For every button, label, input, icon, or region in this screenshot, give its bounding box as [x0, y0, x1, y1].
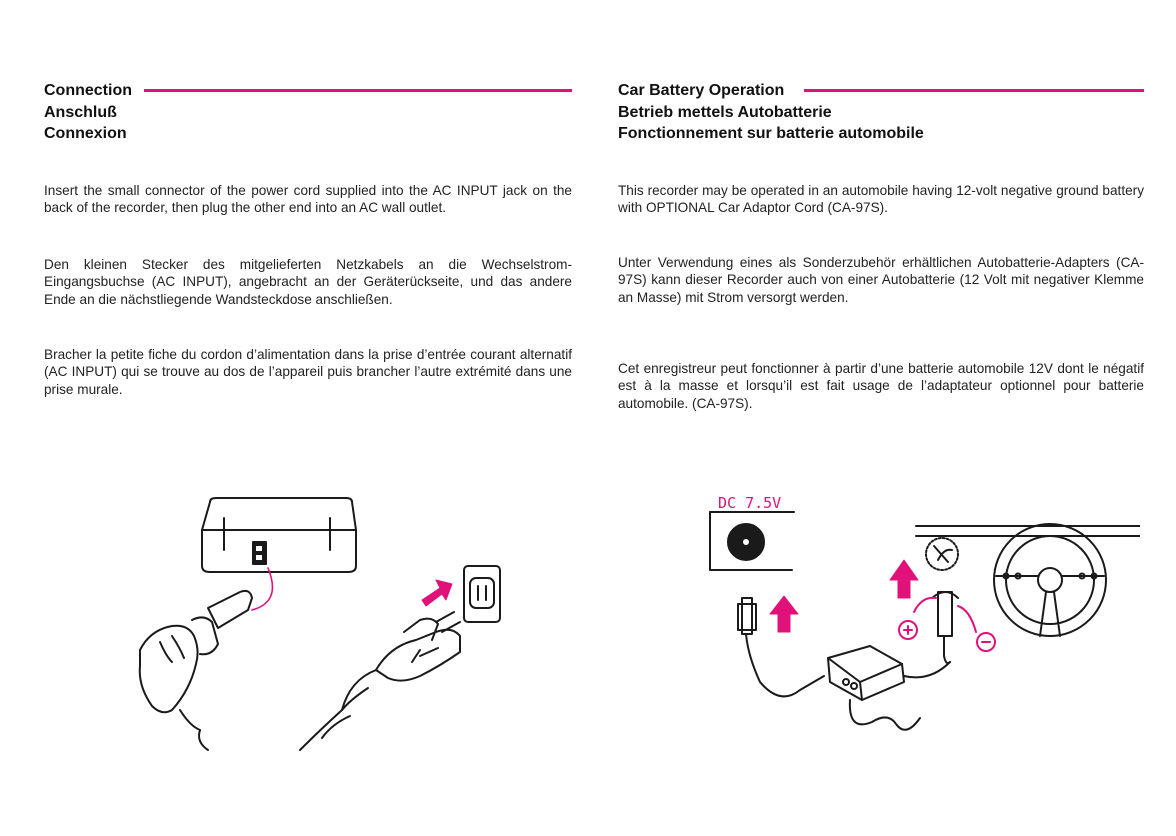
car-adaptor-illustration [700, 486, 1140, 756]
heading-de: Anschluß [44, 103, 117, 121]
hand-with-plug-icon [300, 612, 460, 750]
paragraph-fr: Bracher la petite fiche du cordon d’alimentation dans la prise d’entrée courant alternatif (AC INPUT) qui se trouve au dos de l’appareil puis brancher l’autre extrémité dans une prise murale. [44, 347, 572, 397]
heading-fr: Connexion [44, 125, 127, 142]
adaptor-box-icon [828, 646, 950, 730]
ac-connection-illustration [120, 480, 540, 760]
paragraph-de: Den kleinen Stecker des mitgelieferten Netzkabels an die Wechselstrom-Eingangsbuchse (AC INPUT), angebracht an der Geräterückseite, und das andere Ende an die nächstliegende Wandsteckdose anschließen. [44, 257, 572, 307]
cigarette-plug-icon [899, 592, 995, 663]
connection-heading-block [44, 80, 572, 145]
paragraph-en: Insert the small connector of the power cord supplied into the AC INPUT jack on the back of the recorder, then plug the other end into an AC wall outlet. [44, 183, 572, 216]
steering-wheel-icon [916, 524, 1140, 636]
hand-with-connector-icon [140, 591, 252, 750]
paragraph-de: Unter Verwendung eines als Sonderzubehör erhältlichen Autobatterie-Adapters (CA-97S) kann dieser Recorder auch von einer Autobatterie (12 Volt mit negativer Klemme an Masse) mit Strom versorgt werden. [618, 255, 1144, 305]
heading-fr: Fonctionnement sur batterie automobile [618, 125, 924, 142]
heading-en: Car Battery Operation [618, 82, 785, 99]
wall-outlet-icon [464, 566, 500, 622]
heading-de: Betrieb mettels Autobatterie [618, 103, 832, 121]
paragraph-en: This recorder may be operated in an automobile having 12-volt negative ground battery with OPTIONAL Car Adaptor Cord (CA-97S). [618, 183, 1144, 216]
car-battery-heading-block [618, 80, 1144, 145]
heading-en: Connection [44, 82, 132, 99]
dc-label: DC 7.5V [718, 494, 782, 512]
recorder-back-icon [202, 498, 356, 572]
connection-heading-rule [144, 89, 572, 92]
car-battery-heading-rule [804, 89, 1144, 92]
paragraph-fr: Cet enregistreur peut fonctionner à partir d’une batterie automobile 12V dont le négatif est à la masse et lorsqu’il est fait usage de l’adaptateur optionnel pour batterie automobile. (CA-97S). [618, 361, 1144, 411]
